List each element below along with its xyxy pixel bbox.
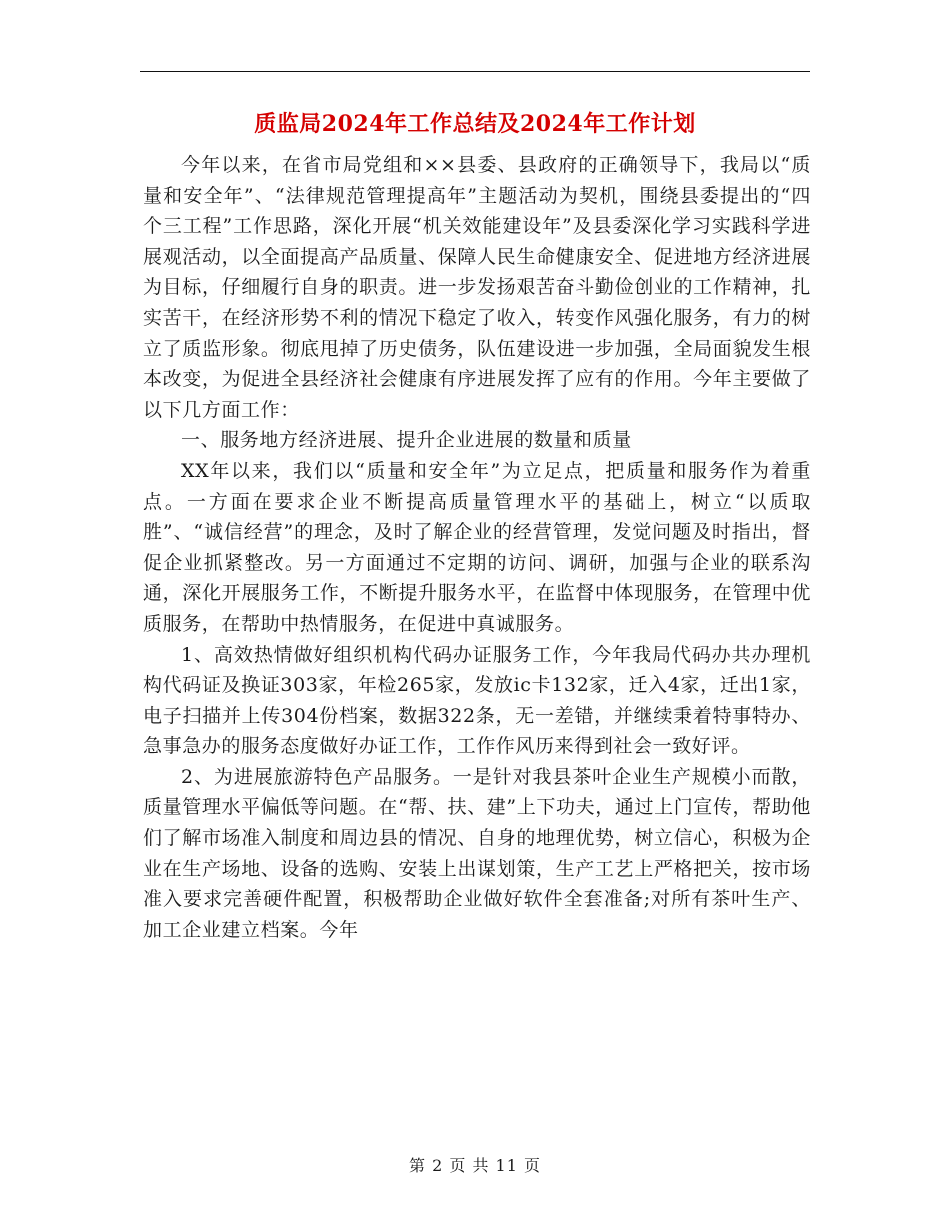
header-rule [140,71,810,72]
paragraph-intro: 今年以来，在省市局党组和××县委、县政府的正确领导下，我局以“质量和安全年”、“法律规范管理提高年”主题活动为契机，围绕县委提出的“四个三工程”工作思路，深化开展“机关效能建设年”及县委深化学习实践科学进展观活动，以全面提高产品质量、保障人民生命健康安全、促进地方经济进展为目标，仔细履行自身的职责。进一步发扬艰苦奋斗勤俭创业的工作精神，扎实苦干，在经济形势不利的情况下稳定了收入，转变作风强化服务，有力的树立了质监形象。彻底甩掉了历史债务，队伍建设进一步加强，全局面貌发生根本改变，为促进全县经济社会健康有序进展发挥了应有的作用。今年主要做了以下几方面工作： [143,154,811,421]
paragraph-item-2: 2、为进展旅游特色产品服务。一是针对我县茶叶企业生产规模小而散，质量管理水平偏低等问题。在“帮、扶、建”上下功夫，通过上门宣传，帮助他们了解市场准入制度和周边县的情况、自身的地理优势，树立信心，积极为企业在生产场地、设备的选购、安装上出谋划策，生产工艺上严格把关，按市场准入要求完善硬件配置，积极帮助企业做好软件全套准备;对所有茶叶生产、加工企业建立档案。今年 [143,765,811,941]
paragraph-item-1: 1、高效热情做好组织机构代码办证服务工作，今年我局代码办共办理机构代码证及换证303家，年检265家，发放ic卡132家，迁入4家，迁出1家，电子扫描并上传304份档案，数据322条，无一差错，并继续秉着特事特办、急事急办的服务态度做好办证工作，工作作风历来得到社会一致好评。 [143,643,811,758]
page-number: 第 2 页 共 11 页 [409,1156,541,1175]
page-footer [140,1155,810,1177]
document-body [143,150,811,945]
section-heading: 一、服务地方经济进展、提升企业进展的数量和质量 [181,429,632,452]
document-title: 质监局2024年工作总结及2024年工作计划 [254,111,696,137]
paragraph-service: XX年以来，我们以“质量和安全年”为立足点，把质量和服务作为着重点。一方面在要求企业不断提高质量管理水平的基础上，树立“以质取胜”、“诚信经营”的理念，及时了解企业的经营管理，发觉问题及时指出，督促企业抓紧整改。另一方面通过不定期的访问、调研，加强与企业的联系沟通，深化开展服务工作，不断提升服务水平，在监督中体现服务，在管理中优质服务，在帮助中热情服务，在促进中真诚服务。 [143,459,811,635]
